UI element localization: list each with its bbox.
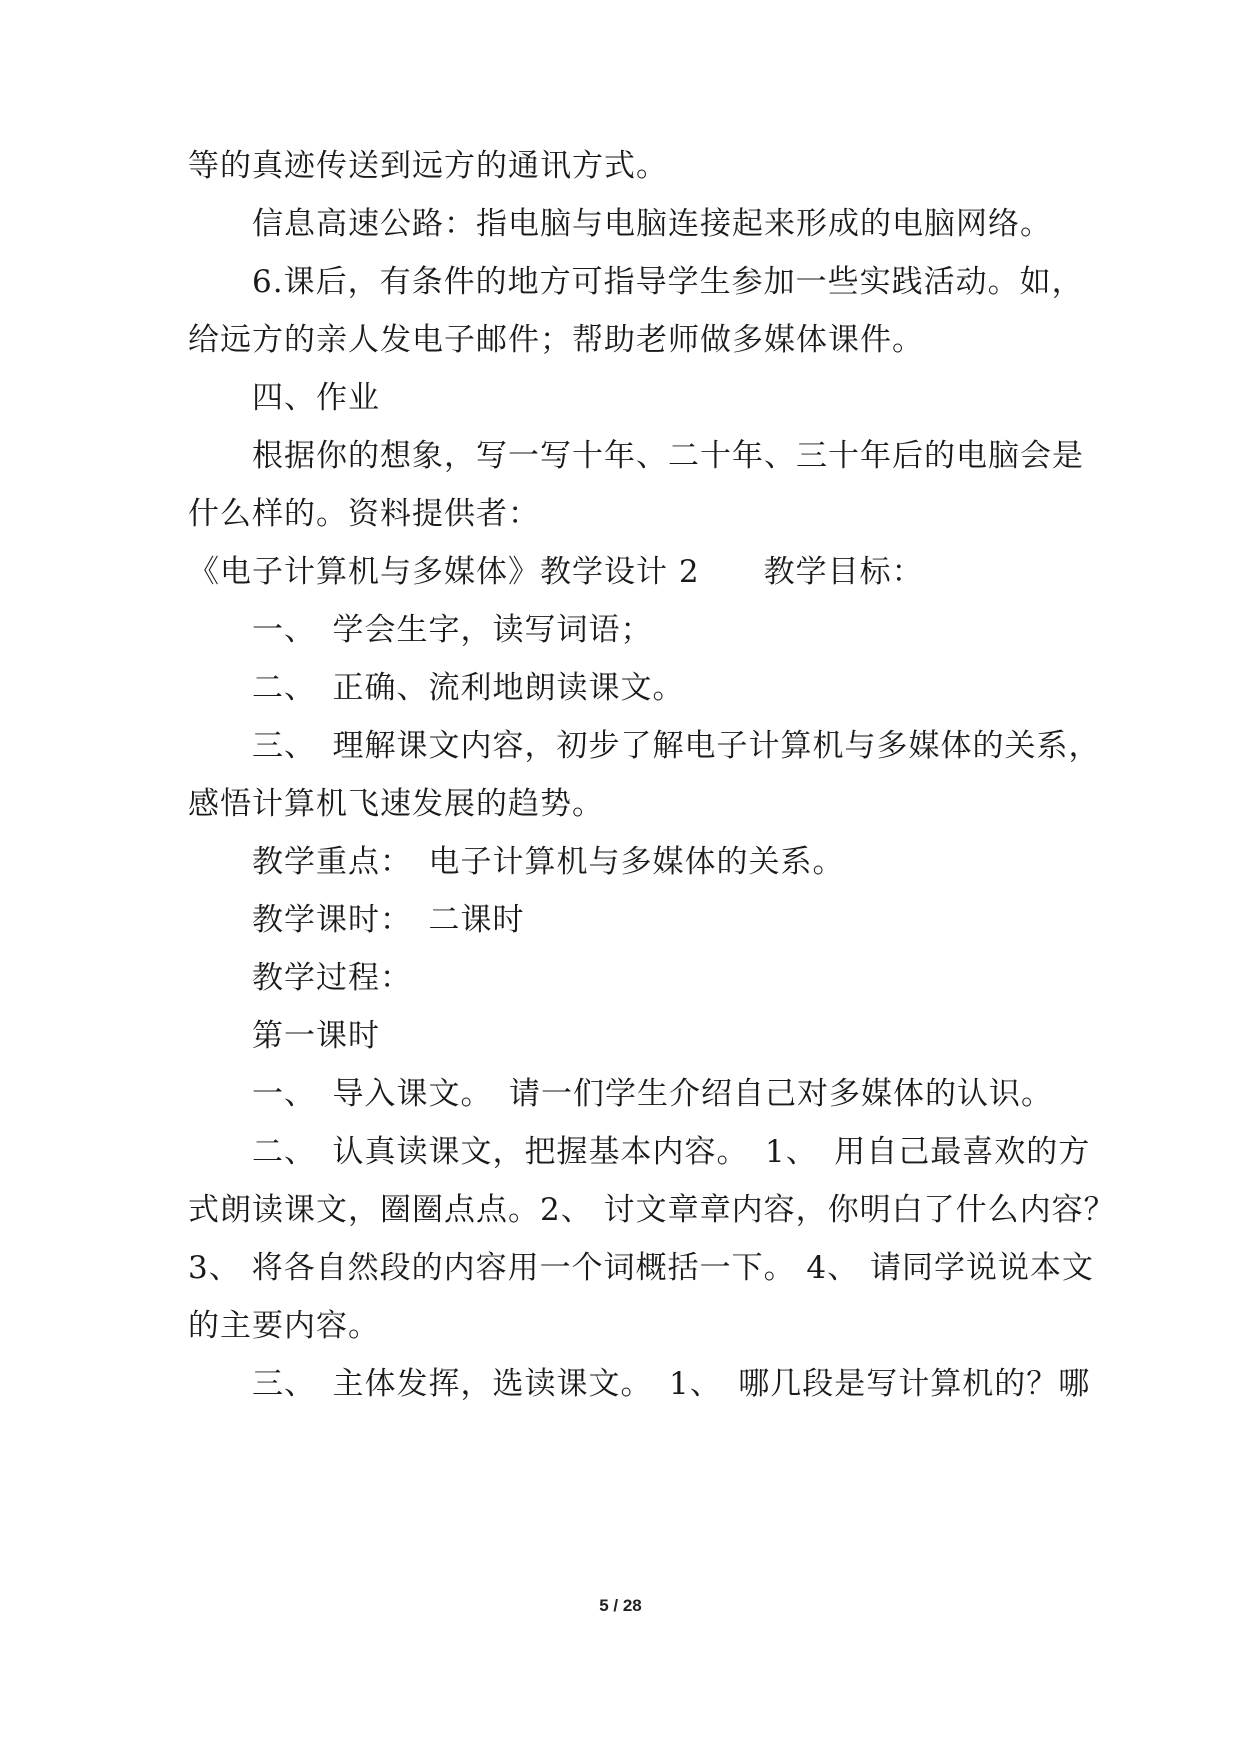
paragraph-line: 信息高速公路：指电脑与电脑连接起来形成的电脑网络。	[252, 206, 1052, 242]
list-item: 三、 主体发挥，选读课文。 1、 哪几段是写计算机的？哪	[252, 1366, 1091, 1402]
paragraph-line: 什么样的。资料提供者：	[188, 496, 540, 532]
paragraph-line: 6.课后，有条件的地方可指导学生参加一些实践活动。如，	[252, 264, 1084, 300]
section-heading: 四、作业	[252, 380, 380, 416]
paragraph-line: 给远方的亲人发电子邮件；帮助老师做多媒体课件。	[188, 322, 924, 358]
list-item: 三、 理解课文内容，初步了解电子计算机与多媒体的关系，	[252, 728, 1101, 764]
paragraph-line: 教学课时： 二课时	[252, 902, 525, 938]
paragraph-line: 感悟计算机飞速发展的趋势。	[188, 786, 604, 822]
section-heading: 教学过程：	[252, 960, 412, 996]
page-number: 5 / 28	[599, 1596, 642, 1615]
paragraph-line: 3、 将各自然段的内容用一个词概括一下。 4、 请同学说说本文	[188, 1250, 1095, 1286]
paragraph-line: 等的真迹传送到远方的通讯方式。	[188, 148, 668, 184]
paragraph-line: 根据你的想象，写一写十年、二十年、三十年后的电脑会是	[252, 438, 1084, 474]
list-item: 二、 认真读课文，把握基本内容。 1、 用自己最喜欢的方	[252, 1134, 1091, 1170]
paragraph-line: 式朗读课文，圈圈点点。2、 讨文章章内容，你明白了什么内容？	[188, 1192, 1116, 1228]
document-title-line: 《电子计算机与多媒体》教学设计 2 教学目标：	[188, 554, 924, 590]
list-item: 二、 正确、流利地朗读课文。	[252, 670, 685, 706]
list-item: 一、 学会生字，读写词语；	[252, 612, 653, 648]
paragraph-line: 教学重点： 电子计算机与多媒体的关系。	[252, 844, 845, 880]
section-heading: 第一课时	[252, 1018, 380, 1054]
paragraph-line: 的主要内容。	[188, 1308, 380, 1344]
list-item: 一、 导入课文。 请一们学生介绍自己对多媒体的认识。	[252, 1076, 1053, 1112]
